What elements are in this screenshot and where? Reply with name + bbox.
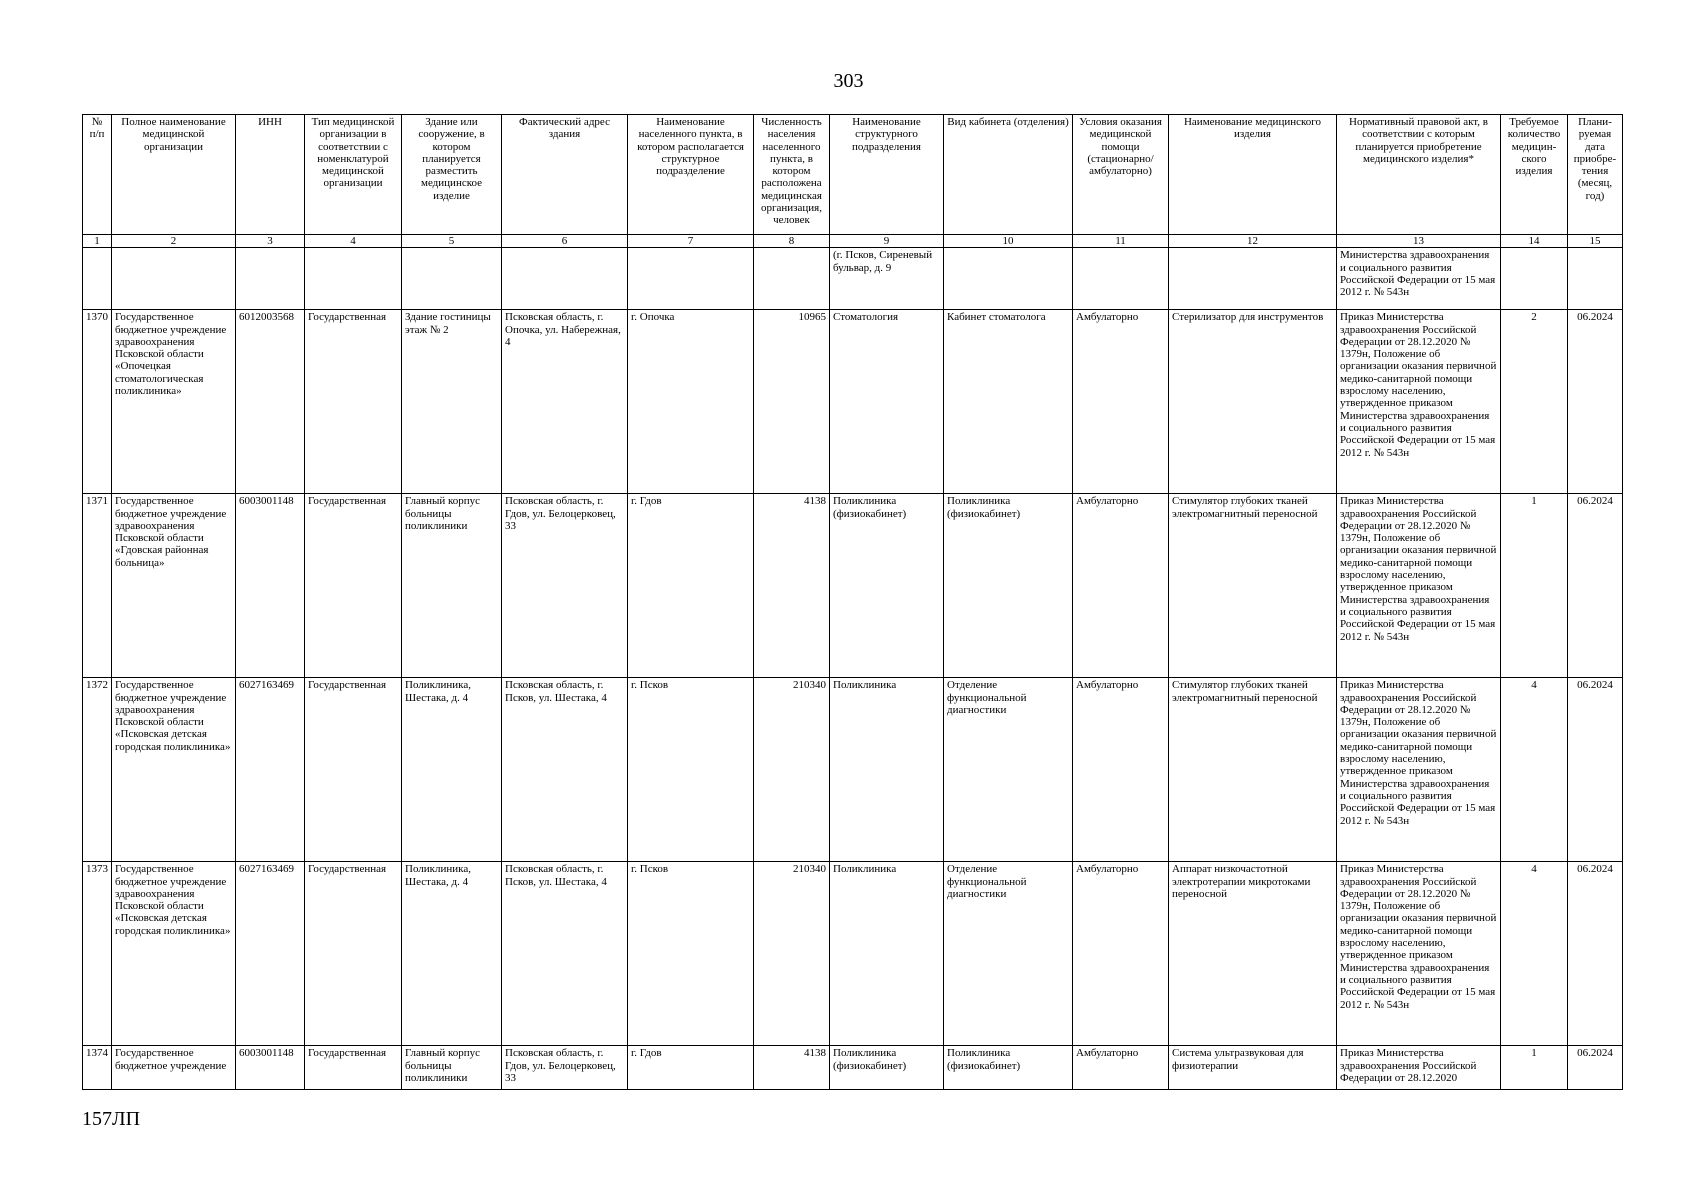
org-type-cell: Государственная [305,1046,402,1090]
org-type-cell: Государственная [305,862,402,1046]
address-cell: Псковская область, г. Гдов, ул. Белоцерковец, 33 [502,1046,628,1090]
header-cell-address: Фактический адрес здания [502,115,628,235]
quantity-cell: 1 [1501,1046,1568,1090]
column-number: 10 [944,235,1073,248]
locality-cell: г. Гдов [628,1046,754,1090]
population-cell: 210340 [754,678,830,862]
column-number: 3 [236,235,305,248]
locality-cell: г. Гдов [628,494,754,678]
org-name-cell: Государственное бюджетное учреждение здравоохранения Псковской области «Гдовская районная больница» [112,494,236,678]
conditions-cell: Амбулаторно [1073,310,1169,494]
device-cell: Стимулятор глубоких тканей электромагнитный переносной [1169,678,1337,862]
column-number: 1 [83,235,112,248]
conditions-cell: Амбулаторно [1073,862,1169,1046]
unit-cell: Поликлиника (физиокабинет) [830,1046,944,1090]
building-cell: Главный корпус больницы поликлиники [402,494,502,678]
column-number: 14 [1501,235,1568,248]
address-cell: Псковская область, г. Опочка, ул. Набережная, 4 [502,310,628,494]
header-cell-population: Численность населения населенного пункта, в котором расположена медицинская организация, человек [754,115,830,235]
conditions-cell: Амбулаторно [1073,1046,1169,1090]
conditions-cell: Амбулаторно [1073,494,1169,678]
header-cell-date: Плани-руемая дата приобре-тения (месяц, год) [1568,115,1623,235]
header-cell-type: Тип медицинской организации в соответствии с номенклатурой медицинской организации [305,115,402,235]
cabinet-cell: Поликлиника (физиокабинет) [944,494,1073,678]
table-row [83,494,1623,678]
row-number: 1370 [83,310,112,494]
row-number: 1374 [83,1046,112,1090]
inn-cell: 6003001148 [236,1046,305,1090]
unit-cell: Стоматология [830,310,944,494]
locality-cell: г. Опочка [628,310,754,494]
column-number: 2 [112,235,236,248]
unit-cell: Поликлиника [830,678,944,862]
org-name-cell: Государственное бюджетное учреждение [112,1046,236,1090]
building-cell: Здание гостиницы этаж № 2 [402,310,502,494]
header-row [83,115,1623,235]
table-row [83,310,1623,494]
header-cell-inn: ИНН [236,115,305,235]
org-type-cell: Государственная [305,310,402,494]
row-number: 1373 [83,862,112,1046]
address-cell: Псковская область, г. Гдов, ул. Белоцерковец, 33 [502,494,628,678]
table-row [83,862,1623,1046]
building-cell: Поликлиника, Шестака, д. 4 [402,862,502,1046]
table-row [83,678,1623,862]
medical-devices-table [82,114,1623,1090]
header-cell-building: Здание или сооружение, в котором планируется разместить медицинское изделие [402,115,502,235]
conditions-cell: Амбулаторно [1073,678,1169,862]
table-row [83,1046,1623,1090]
act-cell: Приказ Министерства здравоохранения Российской Федерации от 28.12.2020 № 1379н, Положение об организации оказания первичной медико-санитарной помощи взрослому населению, утвержденное приказом Министерства здравоохранения и социального развития Российской Федерации от 15 мая 2012 г. № 543н [1337,494,1501,678]
act-cell: Приказ Министерства здравоохранения Российской Федерации от 28.12.2020 № 1379н, Положение об организации оказания первичной медико-санитарной помощи взрослому населению, утвержденное приказом Министерства здравоохранения и социального развития Российской Федерации от 15 мая 2012 г. № 543н [1337,862,1501,1046]
column-number: 8 [754,235,830,248]
date-cell: 06.2024 [1568,494,1623,678]
column-number: 6 [502,235,628,248]
header-cell-cabinet: Вид кабинета (отделения) [944,115,1073,235]
org-name-cell: Государственное бюджетное учреждение здравоохранения Псковской области «Опочецкая стоматологическая поликлиника» [112,310,236,494]
org-type-cell: Государственная [305,678,402,862]
building-cell: Поликлиника, Шестака, д. 4 [402,678,502,862]
inn-cell: 6027163469 [236,678,305,862]
column-number: 5 [402,235,502,248]
quantity-cell: 4 [1501,862,1568,1046]
locality-cell: г. Псков [628,678,754,862]
device-cell: Система ультразвуковая для физиотерапии [1169,1046,1337,1090]
column-number: 13 [1337,235,1501,248]
footer-code: 157ЛП [82,1108,141,1130]
address-cell: Псковская область, г. Псков, ул. Шестака, 4 [502,678,628,862]
inn-cell: 6012003568 [236,310,305,494]
header-cell-unit: Наименование структурного подразделения [830,115,944,235]
address-cell: Псковская область, г. Псков, ул. Шестака, 4 [502,862,628,1046]
date-cell: 06.2024 [1568,1046,1623,1090]
unit-cell: Поликлиника (физиокабинет) [830,494,944,678]
inn-cell: 6003001148 [236,494,305,678]
population-cell: 210340 [754,862,830,1046]
locality-cell: г. Псков [628,862,754,1046]
cabinet-cell: Поликлиника (физиокабинет) [944,1046,1073,1090]
population-cell: 4138 [754,1046,830,1090]
device-cell: Аппарат низкочастотной электротерапии микротоками переносной [1169,862,1337,1046]
unit-cell: Поликлиника [830,862,944,1046]
date-cell: 06.2024 [1568,310,1623,494]
header-cell-conditions: Условия оказания медицинской помощи (стационарно/ амбулаторно) [1073,115,1169,235]
continuation-unit-cell: (г. Псков, Сиреневый бульвар, д. 9 [830,248,944,310]
header-cell-act: Нормативный правовой акт, в соответствии с которым планируется приобретение медицинского изделия* [1337,115,1501,235]
org-type-cell: Государственная [305,494,402,678]
date-cell: 06.2024 [1568,678,1623,862]
column-number: 12 [1169,235,1337,248]
continuation-act-cell: Министерства здравоохранения и социального развития Российской Федерации от 15 мая 2012 г. № 543н [1337,248,1501,310]
org-name-cell: Государственное бюджетное учреждение здравоохранения Псковской области «Псковская детская городская поликлиника» [112,862,236,1046]
continuation-row [83,248,1623,310]
act-cell: Приказ Министерства здравоохранения Российской Федерации от 28.12.2020 № 1379н, Положение об организации оказания первичной медико-санитарной помощи взрослому населению, утвержденное приказом Министерства здравоохранения и социального развития Российской Федерации от 15 мая 2012 г. № 543н [1337,310,1501,494]
inn-cell: 6027163469 [236,862,305,1046]
column-number: 7 [628,235,754,248]
column-number: 9 [830,235,944,248]
population-cell: 10965 [754,310,830,494]
org-name-cell: Государственное бюджетное учреждение здравоохранения Псковской области «Псковская детская городская поликлиника» [112,678,236,862]
column-number: 11 [1073,235,1169,248]
cabinet-cell: Кабинет стоматолога [944,310,1073,494]
cabinet-cell: Отделение функциональной диагностики [944,678,1073,862]
act-cell: Приказ Министерства здравоохранения Российской Федерации от 28.12.2020 № 1379н, Положение об организации оказания первичной медико-санитарной помощи взрослому населению, утвержденное приказом Министерства здравоохранения и социального развития Российской Федерации от 15 мая 2012 г. № 543н [1337,678,1501,862]
quantity-cell: 2 [1501,310,1568,494]
quantity-cell: 4 [1501,678,1568,862]
header-cell-num: № п/п [83,115,112,235]
building-cell: Главный корпус больницы поликлиники [402,1046,502,1090]
act-cell: Приказ Министерства здравоохранения Российской Федерации от 28.12.2020 [1337,1046,1501,1090]
population-cell: 4138 [754,494,830,678]
device-cell: Стимулятор глубоких тканей электромагнитный переносной [1169,494,1337,678]
quantity-cell: 1 [1501,494,1568,678]
cabinet-cell: Отделение функциональной диагностики [944,862,1073,1046]
page-number: 303 [833,70,864,92]
device-cell: Стерилизатор для инструментов [1169,310,1337,494]
header-cell-device: Наименование медицинского изделия [1169,115,1337,235]
column-number: 4 [305,235,402,248]
header-cell-locality: Наименование населенного пункта, в котором располагается структурное подразделение [628,115,754,235]
header-cell-org: Полное наименование медицинской организации [112,115,236,235]
row-number: 1372 [83,678,112,862]
column-number: 15 [1568,235,1623,248]
column-number-row [83,235,1623,248]
date-cell: 06.2024 [1568,862,1623,1046]
row-number: 1371 [83,494,112,678]
header-cell-qty: Требуемое количество медицин-ского изделия [1501,115,1568,235]
